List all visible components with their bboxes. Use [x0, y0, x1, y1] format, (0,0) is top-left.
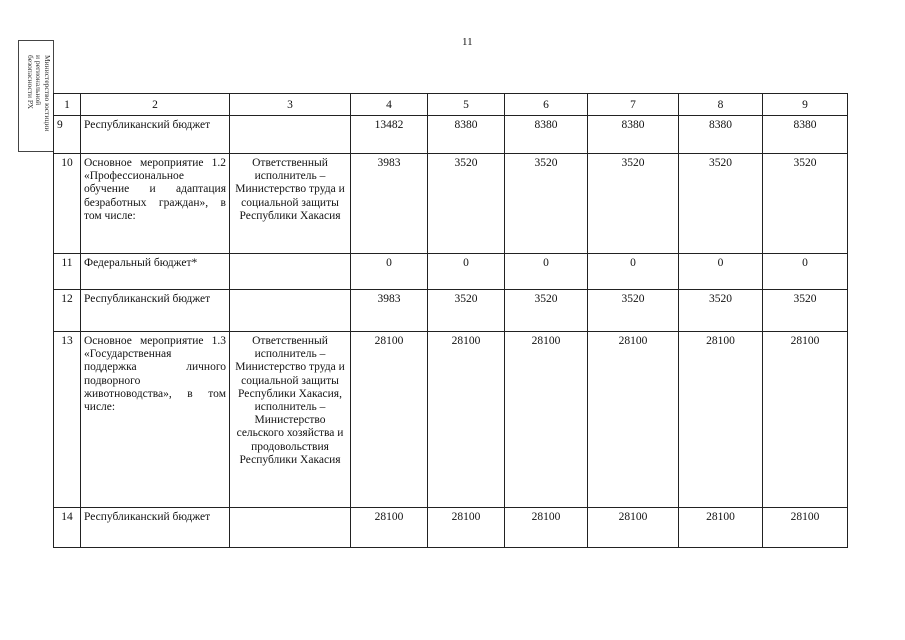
row-responsible [230, 508, 351, 548]
row-name: Основное мероприятие 1.3 «Государственная поддержка личного подворного животноводства», в том числе: [81, 332, 230, 508]
row-value: 8380 [763, 116, 848, 154]
row-value: 28100 [588, 332, 679, 508]
stamp-line: безопасности РХ [26, 55, 35, 109]
row-number: 9 [54, 116, 81, 154]
page-number: 11 [462, 36, 473, 48]
row-value: 0 [505, 254, 588, 290]
row-value: 28100 [679, 508, 763, 548]
row-value: 28100 [351, 508, 428, 548]
row-value: 3520 [763, 154, 848, 254]
row-value: 3520 [679, 290, 763, 332]
row-value: 28100 [763, 332, 848, 508]
stamp-text [17, 55, 51, 165]
row-value: 28100 [428, 332, 505, 508]
row-value: 3983 [351, 290, 428, 332]
row-value: 8380 [679, 116, 763, 154]
header-cell: 5 [428, 94, 505, 116]
table-row [54, 254, 848, 290]
header-cell: 3 [230, 94, 351, 116]
header-cell: 9 [763, 94, 848, 116]
header-cell: 2 [81, 94, 230, 116]
header-cell: 8 [679, 94, 763, 116]
row-value: 8380 [505, 116, 588, 154]
table-row [54, 332, 848, 508]
budget-table [53, 93, 848, 548]
header-cell: 7 [588, 94, 679, 116]
row-name: Федеральный бюджет* [81, 254, 230, 290]
stamp-line: Министерство юстиции [43, 55, 52, 132]
row-value: 28100 [679, 332, 763, 508]
row-name: Республиканский бюджет [81, 508, 230, 548]
row-value: 0 [679, 254, 763, 290]
row-value: 8380 [428, 116, 505, 154]
row-name: Республиканский бюджет [81, 290, 230, 332]
row-name: Основное мероприятие 1.2 «Профессиональное обучение и адаптация безработных граждан», в том числе: [81, 154, 230, 254]
header-cell: 1 [54, 94, 81, 116]
row-responsible: Ответственный исполнитель – Министерство труда и социальной защиты Республики Хакасия, исполнитель – Министерство сельского хозяйства и продовольствия Республики Хакасия [230, 332, 351, 508]
table-row [54, 154, 848, 254]
row-value: 3520 [679, 154, 763, 254]
row-responsible [230, 290, 351, 332]
table-header-row [54, 94, 848, 116]
row-value: 8380 [588, 116, 679, 154]
row-value: 28100 [428, 508, 505, 548]
row-value: 3520 [588, 154, 679, 254]
row-value: 28100 [763, 508, 848, 548]
row-value: 28100 [351, 332, 428, 508]
stamp-line: и региональной [34, 55, 44, 106]
row-responsible: Ответственный исполнитель – Министерство труда и социальной защиты Республики Хакасия [230, 154, 351, 254]
header-cell: 4 [351, 94, 428, 116]
row-value: 3520 [428, 154, 505, 254]
row-value: 28100 [505, 508, 588, 548]
row-value: 3520 [428, 290, 505, 332]
row-value: 3983 [351, 154, 428, 254]
row-value: 0 [763, 254, 848, 290]
row-number: 11 [54, 254, 81, 290]
row-value: 3520 [763, 290, 848, 332]
row-value: 13482 [351, 116, 428, 154]
row-value: 3520 [588, 290, 679, 332]
row-name: Республиканский бюджет [81, 116, 230, 154]
row-value: 28100 [505, 332, 588, 508]
table-row [54, 508, 848, 548]
row-number: 10 [54, 154, 81, 254]
row-value: 0 [428, 254, 505, 290]
header-cell: 6 [505, 94, 588, 116]
row-number: 12 [54, 290, 81, 332]
row-value: 3520 [505, 154, 588, 254]
row-value: 0 [351, 254, 428, 290]
row-value: 0 [588, 254, 679, 290]
row-responsible [230, 254, 351, 290]
row-responsible [230, 116, 351, 154]
table-row [54, 116, 848, 154]
row-number: 13 [54, 332, 81, 508]
row-number: 14 [54, 508, 81, 548]
row-value: 3520 [505, 290, 588, 332]
table-row [54, 290, 848, 332]
row-value: 28100 [588, 508, 679, 548]
